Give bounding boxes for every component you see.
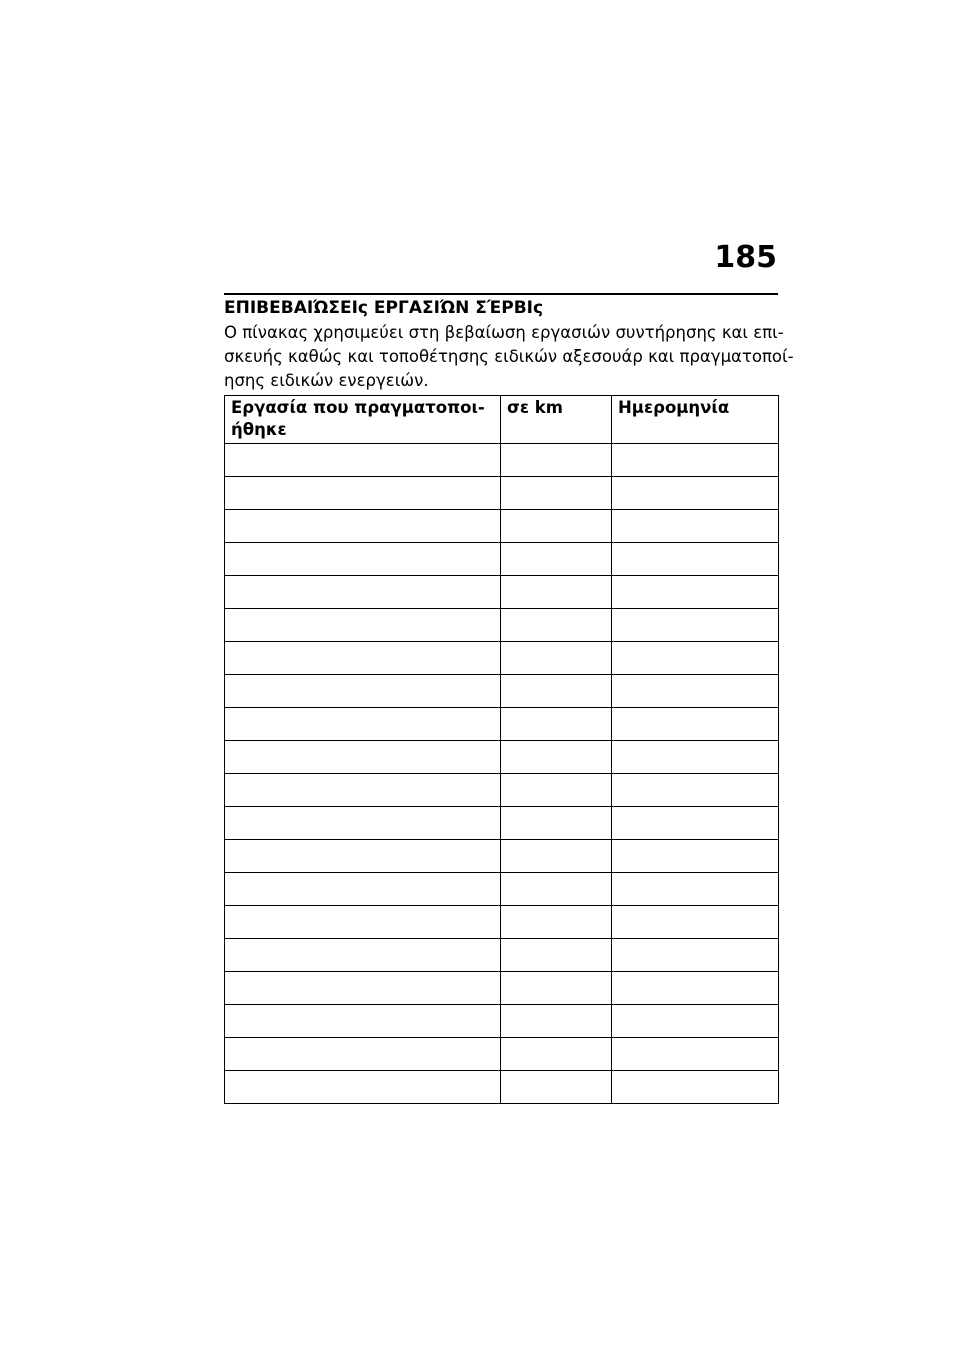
table-body — [225, 444, 779, 1104]
cell-km — [501, 972, 612, 1005]
cell-km — [501, 576, 612, 609]
cell-work-performed — [225, 972, 501, 1005]
cell-work-performed — [225, 543, 501, 576]
table-row — [225, 873, 779, 906]
cell-work-performed — [225, 774, 501, 807]
table-row — [225, 708, 779, 741]
cell-work-performed — [225, 906, 501, 939]
cell-km — [501, 774, 612, 807]
cell-date — [612, 510, 779, 543]
cell-date — [612, 840, 779, 873]
cell-date — [612, 543, 779, 576]
cell-work-performed — [225, 675, 501, 708]
table-row — [225, 1038, 779, 1071]
table-row — [225, 972, 779, 1005]
cell-km — [501, 840, 612, 873]
cell-km — [501, 906, 612, 939]
table-row — [225, 906, 779, 939]
cell-date — [612, 741, 779, 774]
cell-km — [501, 873, 612, 906]
table-row — [225, 477, 779, 510]
cell-km — [501, 510, 612, 543]
cell-work-performed — [225, 510, 501, 543]
cell-work-performed — [225, 807, 501, 840]
cell-km — [501, 444, 612, 477]
table-row — [225, 840, 779, 873]
cell-date — [612, 642, 779, 675]
cell-km — [501, 609, 612, 642]
table-row — [225, 774, 779, 807]
cell-work-performed — [225, 741, 501, 774]
cell-date — [612, 972, 779, 1005]
cell-work-performed — [225, 1038, 501, 1071]
cell-date — [612, 807, 779, 840]
cell-date — [612, 675, 779, 708]
cell-km — [501, 642, 612, 675]
cell-work-performed — [225, 939, 501, 972]
cell-date — [612, 873, 779, 906]
cell-work-performed — [225, 840, 501, 873]
cell-km — [501, 1071, 612, 1104]
header-work-line-2: ήθηκε — [231, 420, 287, 439]
intro-line: ησης ειδικών ενεργειών. — [224, 371, 429, 390]
cell-km — [501, 807, 612, 840]
table-row — [225, 939, 779, 972]
cell-km — [501, 1005, 612, 1038]
cell-date — [612, 1038, 779, 1071]
table-header-row — [225, 396, 779, 444]
cell-date — [612, 1071, 779, 1104]
cell-km — [501, 675, 612, 708]
cell-work-performed — [225, 1071, 501, 1104]
cell-km — [501, 741, 612, 774]
cell-work-performed — [225, 444, 501, 477]
table-row — [225, 1005, 779, 1038]
intro-paragraph — [224, 321, 794, 393]
cell-km — [501, 543, 612, 576]
cell-work-performed — [225, 609, 501, 642]
cell-km — [501, 939, 612, 972]
cell-date — [612, 906, 779, 939]
table-row — [225, 675, 779, 708]
table-row — [225, 510, 779, 543]
cell-date — [612, 774, 779, 807]
header-work-line-1: Εργασία που πραγματοποι- — [231, 398, 485, 417]
table-row — [225, 609, 779, 642]
header-work-performed — [225, 396, 501, 444]
table-row — [225, 1071, 779, 1104]
cell-work-performed — [225, 477, 501, 510]
header-date: Ημερομηνία — [612, 396, 779, 444]
cell-km — [501, 708, 612, 741]
cell-km — [501, 1038, 612, 1071]
cell-date — [612, 708, 779, 741]
cell-date — [612, 939, 779, 972]
cell-date — [612, 609, 779, 642]
cell-km — [501, 477, 612, 510]
section-title: ΕΠΙΒΕΒΑΙΏΣΕΙς ΕΡΓΑΣΙΏΝ ΣΈΡΒΙς — [224, 298, 544, 318]
intro-line: σκευής καθώς και τοποθέτησης ειδικών αξεσουάρ και πραγματοποί- — [224, 347, 794, 366]
header-km: σε km — [501, 396, 612, 444]
intro-line: Ο πίνακας χρησιμεύει στη βεβαίωση εργασιών συντήρησης και επι- — [224, 323, 784, 342]
cell-date — [612, 477, 779, 510]
cell-work-performed — [225, 708, 501, 741]
table-row — [225, 807, 779, 840]
cell-date — [612, 444, 779, 477]
title-rule — [224, 293, 778, 295]
cell-work-performed — [225, 873, 501, 906]
table-row — [225, 543, 779, 576]
service-record-table — [224, 395, 779, 1104]
table-row — [225, 576, 779, 609]
cell-work-performed — [225, 1005, 501, 1038]
table-row — [225, 642, 779, 675]
page-number: 185 — [714, 240, 777, 275]
table-row — [225, 741, 779, 774]
cell-work-performed — [225, 576, 501, 609]
cell-work-performed — [225, 642, 501, 675]
cell-date — [612, 576, 779, 609]
table-row — [225, 444, 779, 477]
cell-date — [612, 1005, 779, 1038]
